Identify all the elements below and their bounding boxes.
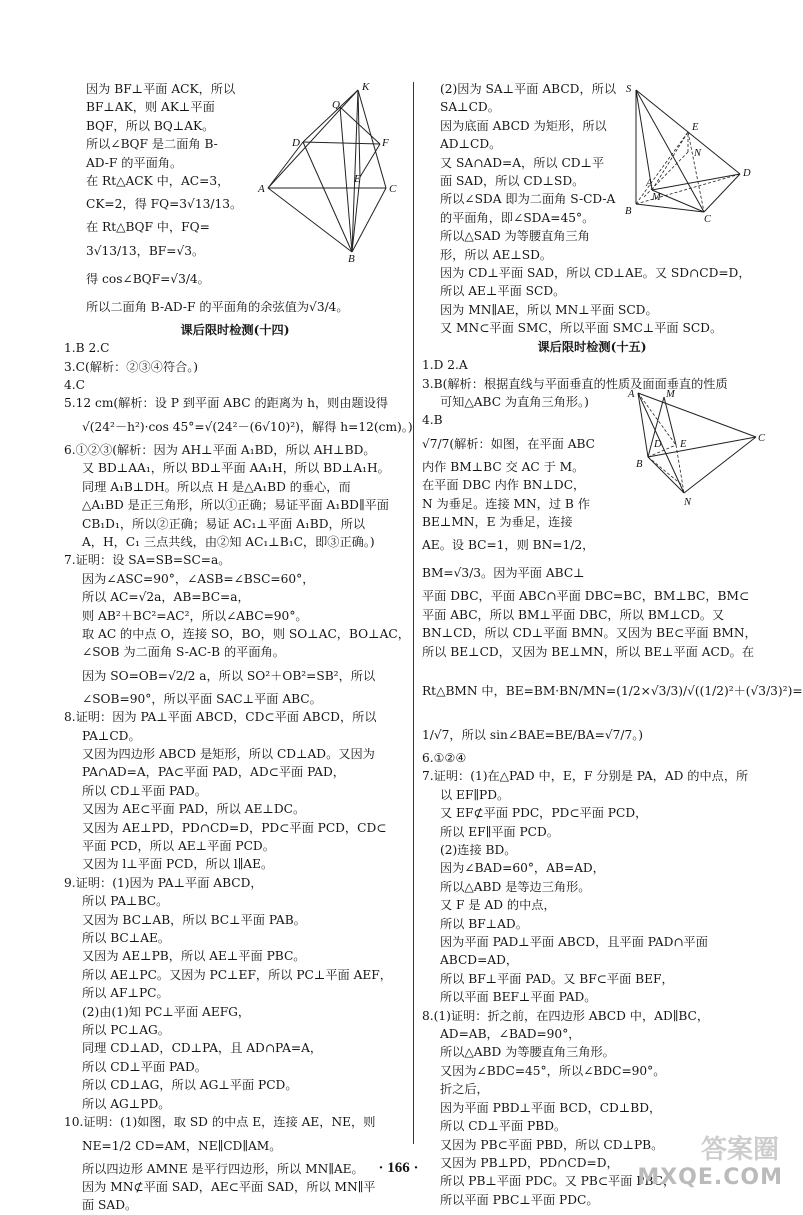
text-line: 1/√7，所以 sin∠BAE=BE/BA=√7/7。) bbox=[422, 727, 644, 742]
column-divider bbox=[413, 82, 414, 1144]
text-line: △A₁BD 是正三角形，所以①正确；易证平面 A₁BD∥平面 bbox=[82, 498, 389, 513]
text-line: 8.(1)证明：折之前，在四边形 ABCD 中，AD∥BC， bbox=[422, 1008, 710, 1023]
text-line: 6.①②④ bbox=[422, 750, 467, 765]
fig1-label-e: E bbox=[354, 173, 361, 185]
fig2-label-c: C bbox=[704, 214, 712, 225]
text-line: BE⊥MN，E 为垂足，连接 bbox=[422, 514, 573, 529]
fig1-label-f: F bbox=[382, 137, 389, 149]
text-line: 又 SA∩AD=A，所以 CD⊥平 bbox=[440, 155, 605, 170]
text-line: 所以 CD⊥平面 PAD。 bbox=[82, 1059, 207, 1074]
text-line: 折之后， bbox=[440, 1082, 489, 1097]
text-line: 所以 AG⊥PD。 bbox=[82, 1096, 171, 1111]
text-line: CB₁D₁，所以②正确；易证 AC₁⊥平面 A₁BD，所以 bbox=[82, 516, 366, 531]
text-line: 所以 BF⊥平面 PAD。又 BF⊂平面 BEF， bbox=[440, 971, 674, 986]
text-line: 因为∠ASC=90°，∠ASB=∠BSC=60°， bbox=[82, 571, 315, 586]
text-line: A，H，C₁ 三点共线，由②知 AC₁⊥B₁C，即③正确。) bbox=[82, 534, 375, 549]
fig2-label-e: E bbox=[692, 122, 699, 133]
text-line: 所以∠SDA 即为二面角 S-CD-A bbox=[440, 192, 616, 207]
text-line: 平面 PCD，所以 AE⊥平面 PCD。 bbox=[82, 839, 275, 853]
fig3-label-d: D bbox=[654, 439, 662, 450]
text-line: 所以 EF∥平面 PCD。 bbox=[440, 824, 559, 839]
text-line: N 为垂足。连接 MN，过 B 作 bbox=[422, 496, 590, 511]
text-line: 所以△ABD 为等腰直角三角形。 bbox=[440, 1045, 615, 1060]
text-line: 1.D 2.A bbox=[422, 358, 468, 373]
text-line: 又因为 AE⊥PD，PD∩CD=D，PD⊂平面 PCD，CD⊂ bbox=[82, 820, 387, 835]
text-line: 又 BD⊥AA₁，所以 BD⊥平面 AA₁H，所以 BD⊥A₁H。 bbox=[82, 461, 390, 476]
text-line: 所以△SAD 为等腰直角三角 bbox=[440, 229, 590, 244]
text-line: 所以 CD⊥平面 PBD。 bbox=[440, 1119, 567, 1134]
text-line: 所以平面 BEF⊥平面 PAD。 bbox=[440, 990, 597, 1005]
section-title: 课后限时检测(十四) bbox=[180, 322, 290, 337]
text-line: 又因为 PB⊂平面 PBD，所以 CD⊥PB。 bbox=[440, 1137, 664, 1152]
text-line: 3√13/13，BF=√3。 bbox=[86, 243, 205, 258]
text-line: 6.①②③(解析：因为 AH⊥平面 A₁BD，所以 AH⊥BD。 bbox=[64, 442, 376, 457]
text-line: 因为∠BAD=60°，AB=AD， bbox=[440, 861, 605, 876]
text-line: 所以 PB⊥平面 PDC。又 PB⊂平面 PBC， bbox=[440, 1174, 676, 1189]
text-line: 所以 AE⊥PC。又因为 PC⊥EF，所以 PC⊥平面 AEF， bbox=[82, 967, 392, 982]
text-line: 10.证明：(1)如图，取 SD 的中点 E，连接 AE，NE，则 bbox=[64, 1115, 376, 1130]
text-line: CK=2，得 FQ=3√13/13。 bbox=[86, 197, 243, 212]
text-line: 5.12 cm(解析：设 P 到平面 ABC 的距离为 h，则由题设得 bbox=[64, 396, 389, 411]
fig2-label-n: N bbox=[694, 148, 702, 159]
fig2-label-d: D bbox=[743, 168, 751, 179]
text-line: 因为 MN⊄平面 SAD，AE⊂平面 SAD，所以 MN∥平 bbox=[82, 1179, 376, 1194]
fig2-label-b: B bbox=[625, 206, 632, 217]
text-line: 所以 AE⊥平面 SCD。 bbox=[440, 284, 566, 299]
text-line: 的平面角，即∠SDA=45°。 bbox=[440, 210, 595, 225]
text-line: 以 EF∥PD。 bbox=[440, 787, 510, 802]
text-line: Rt△BMN 中，BE=BM·BN/MN=(1/2×√3/3)/√((1/2)²＋(√3/3)²)= bbox=[422, 683, 803, 698]
text-line: 9.证明：(1)因为 PA⊥平面 ABCD， bbox=[64, 875, 263, 890]
text-line: 得 cos∠BQF=√3/4。 bbox=[86, 271, 210, 286]
text-line: 所以 BE⊥CD，又因为 BE⊥MN，所以 BE⊥平面 ACD。在 bbox=[422, 644, 755, 659]
fig3-label-m: M bbox=[666, 389, 675, 400]
text-line: 同理 A₁B⊥DH。所以点 H 是△A₁BD 的垂心，而 bbox=[82, 479, 351, 494]
text-line: 面 SAD，所以 CD⊥SD。 bbox=[440, 174, 585, 189]
text-line: (2)连接 BD。 bbox=[440, 843, 517, 857]
fig2-label-s: S bbox=[626, 84, 632, 95]
right-column bbox=[422, 80, 803, 1209]
text-line: BM=√3/3。因为平面 ABC⊥ bbox=[422, 566, 585, 581]
text-line: 又 MN⊂平面 SMC，所以平面 SMC⊥平面 SCD。 bbox=[440, 321, 723, 336]
figure-pyramid-kbq bbox=[258, 81, 408, 265]
text-line: 因为底面 ABCD 为矩形，所以 bbox=[440, 118, 607, 133]
text-line: 因为平面 PAD⊥平面 ABCD，且平面 PAD∩平面 bbox=[440, 935, 708, 950]
q5-block bbox=[422, 430, 627, 588]
q10-continued-block bbox=[422, 80, 617, 264]
figure-pyramid-sabcd bbox=[622, 82, 764, 225]
text-line: 平面 ABC，所以 BM⊥平面 DBC，所以 BM⊥CD。又 bbox=[422, 607, 725, 622]
text-line: 所以 AF⊥PC。 bbox=[82, 986, 169, 1001]
text-line: 内作 BM⊥BC 交 AC 于 M。 bbox=[422, 459, 585, 474]
text-line: 取 AC 的中点 O，连接 SO，BO，则 SO⊥AC，BO⊥AC， bbox=[82, 626, 410, 641]
text-line: 7.证明：设 SA=SB=SC=a。 bbox=[64, 553, 231, 568]
fig3-label-a: A bbox=[628, 389, 635, 400]
text-line: 因为平面 PBD⊥平面 BCD，CD⊥BD， bbox=[440, 1100, 662, 1115]
text-line: 平面 DBC，平面 ABC∩平面 DBC=BC，BM⊥BC，BM⊂ bbox=[422, 589, 750, 604]
text-line: 可知△ABC 为直角三角形。) bbox=[440, 394, 589, 409]
text-line: PA⊥CD。 bbox=[82, 728, 141, 743]
text-line: 4.C bbox=[64, 378, 85, 393]
text-line: BN⊥CD，所以 CD⊥平面 BMN。又因为 BE⊂平面 BMN， bbox=[422, 626, 757, 641]
text-line: 面 SAD。 bbox=[82, 1198, 138, 1213]
fig1-label-d: D bbox=[292, 137, 300, 149]
page-number: · 166 · bbox=[378, 1160, 419, 1176]
text-line: 又因为 BC⊥AB，所以 BC⊥平面 PAB。 bbox=[82, 912, 306, 927]
text-line: 又 F 是 AD 的中点， bbox=[440, 898, 556, 913]
text-line: 在 Rt△BQF 中，FQ= bbox=[86, 220, 210, 235]
watermark-logo: 答案圈 bbox=[700, 1135, 779, 1165]
text-line: ∠SOB=90°，所以平面 SAC⊥平面 ABC。 bbox=[82, 691, 322, 706]
fig1-label-b: B bbox=[348, 253, 355, 265]
text-line: ∠SOB 为二面角 S-AC-B 的平面角。 bbox=[82, 645, 285, 660]
text-line: 4.B bbox=[422, 413, 443, 428]
text-line: 又因为 PB⊥PD，PD∩CD=D， bbox=[440, 1155, 619, 1170]
text-line: 因为 CD⊥平面 SAD，所以 CD⊥AE。又 SD∩CD=D， bbox=[440, 266, 751, 281]
text-line: 所以 AC=√2a，AB=BC=a， bbox=[82, 590, 250, 605]
text-line: BF⊥AK，则 AK⊥平面 bbox=[86, 100, 215, 115]
text-line: 所以 PA⊥BC。 bbox=[82, 894, 169, 909]
text-line: 所以 PC⊥AG。 bbox=[82, 1023, 170, 1038]
text-line: 又因为 AE⊥PB，所以 AE⊥平面 PBC。 bbox=[82, 949, 306, 964]
text-line: AD⊥CD。 bbox=[440, 137, 502, 152]
text-line: ABCD=AD， bbox=[440, 953, 519, 968]
text-line: 因为 SO=OB=√2/2 a，所以 SO²＋OB²=SB²，所以 bbox=[82, 668, 376, 683]
text-line: (2)因为 SA⊥平面 ABCD，所以 bbox=[440, 82, 617, 96]
text-line: 所以 BC⊥AE。 bbox=[82, 931, 171, 946]
fig1-label-c: C bbox=[389, 183, 397, 195]
section-title: 课后限时检测(十五) bbox=[537, 339, 647, 354]
text-line: 所以∠BQF 是二面角 B- bbox=[86, 137, 218, 152]
fig3-label-n: N bbox=[684, 497, 692, 508]
fig3-label-e: E bbox=[680, 439, 687, 450]
text-line: 在平面 DBC 内作 BN⊥DC， bbox=[422, 478, 586, 493]
text-line: 又 EF⊄平面 PDC，PD⊂平面 PCD， bbox=[440, 806, 648, 821]
text-line: 1.B 2.C bbox=[64, 341, 110, 356]
text-line: 所以二面角 B-AD-F 的平面角的余弦值为√3/4。 bbox=[86, 299, 349, 314]
text-line: 则 AB²＋BC²=AC²，所以∠ABC=90°。 bbox=[82, 608, 308, 623]
text-line: BQF，所以 BQ⊥AK。 bbox=[86, 118, 215, 133]
text-line: AD=AB，∠BAD=90°， bbox=[440, 1027, 581, 1042]
text-line: 所以 CD⊥AG，所以 AG⊥平面 PCD。 bbox=[82, 1078, 298, 1093]
text-line: 又因为∠BDC=45°，所以∠BDC=90°。 bbox=[440, 1063, 666, 1078]
text-line: PA∩AD=A，PA⊂平面 PAD，AD⊂平面 PAD， bbox=[82, 765, 345, 780]
fig2-label-m: M bbox=[652, 192, 661, 203]
text-line: 8.证明：因为 PA⊥平面 ABCD，CD⊂平面 ABCD，所以 bbox=[64, 710, 377, 725]
text-line: 所以平面 PBC⊥平面 PDC。 bbox=[440, 1192, 599, 1207]
text-line: 所以 CD⊥平面 PAD。 bbox=[82, 783, 207, 798]
text-line: 形，所以 AE⊥SD。 bbox=[440, 247, 553, 262]
text-line: √(24²－h²)·cos 45°=√(24²－(6√10)²)，解得 h=12(cm)。) bbox=[82, 419, 413, 434]
text-line: 在 Rt△ACK 中，AC=3， bbox=[86, 174, 230, 189]
text-line: 3.B(解析：根据直线与平面垂直的性质及面面垂直的性质 bbox=[422, 376, 728, 391]
text-line: NE=1/2 CD=AM，NE∥CD∥AM。 bbox=[82, 1138, 282, 1153]
text-line: 所以 BF⊥AD。 bbox=[440, 916, 528, 931]
q-continued-block bbox=[64, 80, 254, 293]
text-line: SA⊥CD。 bbox=[440, 100, 500, 115]
text-line: 所以△ABD 是等边三角形。 bbox=[440, 879, 591, 894]
fig1-label-a: A bbox=[258, 183, 265, 195]
figure-tetrahedron-abcd bbox=[626, 385, 766, 515]
fig1-label-q: Q bbox=[332, 99, 340, 111]
fig3-label-b: B bbox=[636, 459, 643, 470]
text-line: 同理 CD⊥AD，CD⊥PA，且 AD∩PA=A， bbox=[82, 1041, 323, 1056]
fig1-label-k: K bbox=[362, 81, 370, 93]
text-line: 3.C(解析：②③④符合。) bbox=[64, 359, 199, 374]
text-line: 因为 BF⊥平面 ACK，所以 bbox=[86, 82, 236, 96]
text-line: 又因为四边形 ABCD 是矩形，所以 CD⊥AD。又因为 bbox=[82, 746, 375, 761]
watermark-url: MXQE.COM bbox=[637, 1165, 783, 1190]
text-line: 7.证明：(1)在△PAD 中，E，F 分别是 PA，AD 的中点，所 bbox=[422, 769, 749, 784]
text-line: (2)由(1)知 PC⊥平面 AEFG， bbox=[82, 1004, 251, 1019]
text-line: AE。设 BC=1，则 BN=1/2， bbox=[422, 538, 595, 553]
text-line: 又因为 AE⊂平面 PAD，所以 AE⊥DC。 bbox=[82, 802, 306, 817]
text-line: 所以四边形 AMNE 是平行四边形，所以 MN∥AE。 bbox=[82, 1161, 364, 1176]
text-line: 因为 MN∥AE，所以 MN⊥平面 SCD。 bbox=[440, 302, 658, 317]
fig3-label-c: C bbox=[758, 433, 766, 444]
fig2-label-a: A bbox=[646, 178, 653, 189]
text-line: 又因为 l⊥平面 PCD，所以 l∥AE。 bbox=[82, 857, 274, 872]
text-line: √7/7(解析：如图，在平面 ABC bbox=[422, 436, 596, 451]
text-line: AD-F 的平面角。 bbox=[86, 155, 183, 170]
answers-block bbox=[64, 339, 413, 1214]
